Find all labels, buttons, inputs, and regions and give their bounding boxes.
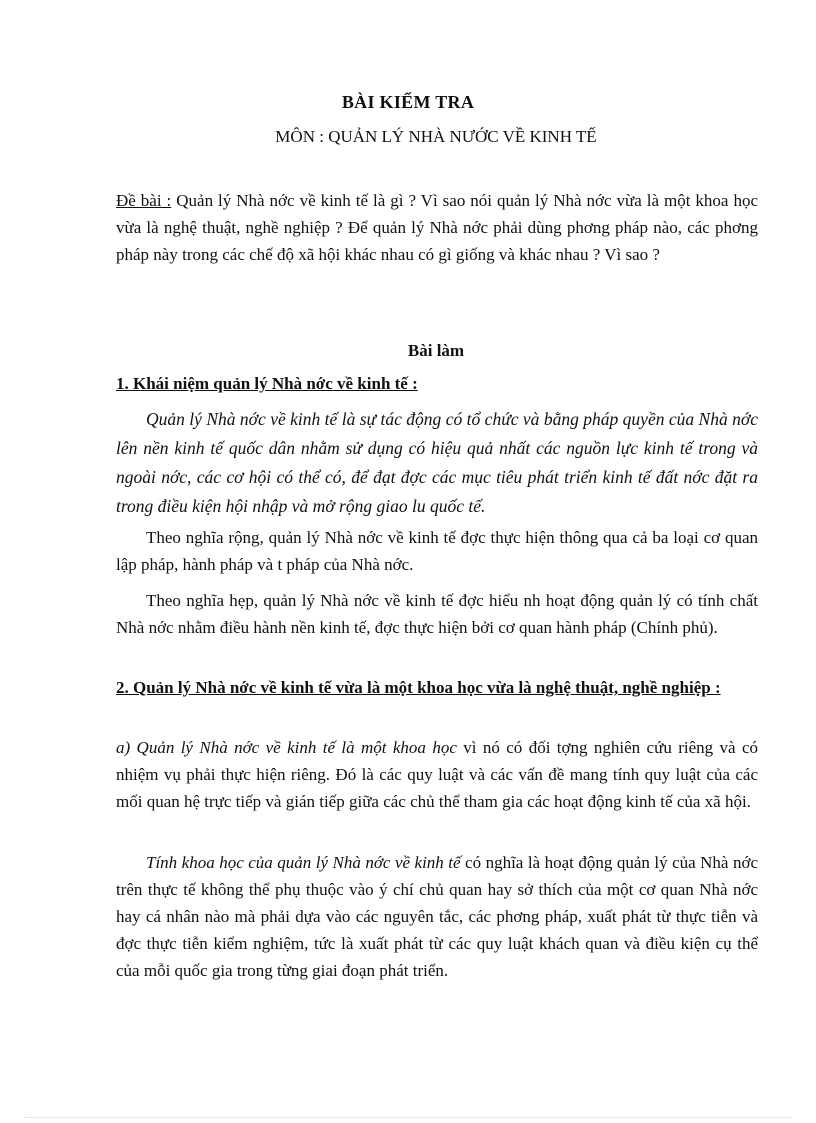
section2-paragraph-b-lead: Tính khoa học của quản lý Nhà nớc về kinh tế [146, 853, 461, 872]
document-title: BÀI KIỂM TRA [341, 92, 475, 112]
section1-heading: 1. Khái niệm quản lý Nhà nớc về kinh tế : [116, 374, 418, 393]
section2-paragraph-a [116, 734, 758, 815]
section2-paragraph-a-text: vì nó có đối tợng nghiên cứu riêng và có nhiệm vụ phải thực hiện riêng. Đó là các quy luật và các vấn đề mang tính quy luật của các mối quan hệ trực tiếp và gián tiếp giữa các chủ thể tham gia các hoạt động kinh tế của xã hội. [116, 738, 758, 811]
answer-heading: Bài làm [407, 341, 465, 360]
prompt-label: Đề bài : [116, 191, 172, 210]
section1-definition: Quản lý Nhà nớc về kinh tế là sự tác động có tổ chức và bằng pháp quyền của Nhà nớc lên nền kinh tế quốc dân nhằm sử dụng có hiệu quả nhất các nguồn lực kinh tế trong và ngoài nớc, các cơ hội có thể có, để đạt đợc các mục tiêu phát triển kinh tế đất nớc đặt ra trong điều kiện hội nhập và mở rộng giao lu quốc tế. [116, 409, 758, 516]
document-subtitle: MÔN : QUẢN LÝ NHÀ NƯỚC VỀ KINH TẾ [275, 127, 597, 146]
section2-heading: 2. Quản lý Nhà nớc về kinh tế vừa là một khoa học vừa là nghệ thuật, nghề nghiệp : [116, 678, 721, 697]
section1-broad-meaning: Theo nghĩa rộng, quản lý Nhà nớc về kinh tế đợc thực hiện thông qua cả ba loại cơ quan lập pháp, hành pháp và t pháp của Nhà nớc. [116, 528, 758, 574]
page-bottom-divider [24, 1117, 792, 1118]
prompt-paragraph [116, 187, 758, 268]
prompt-text: Quản lý Nhà nớc về kinh tế là gì ? Vì sao nói quản lý Nhà nớc vừa là một khoa học vừa là nghệ thuật, nghề nghiệp ? Để quản lý Nhà nớc phải dùng phơng pháp nào, các phơng pháp này trong các chế độ xã hội khác nhau có gì giống và khác nhau ? Vì sao ? [116, 191, 758, 264]
section2-paragraph-b [116, 849, 758, 984]
section2-paragraph-b-text: có nghĩa là hoạt động quản lý của Nhà nớc trên thực tế không thể phụ thuộc vào ý chí chủ quan hay sở thích của một cơ quan Nhà nớc hay cá nhân nào mà phải dựa vào các nguyên tắc, các phơng pháp, xuất phát từ thực tiễn và đợc thực tiễn kiểm nghiệm, tức là xuất phát từ các quy luật khách quan và điều kiện cụ thể của mỗi quốc gia trong từng giai đoạn phát triển. [116, 853, 758, 980]
section2-paragraph-a-lead: a) Quản lý Nhà nớc về kinh tế là một khoa học [116, 738, 457, 757]
section1-narrow-meaning: Theo nghĩa hẹp, quản lý Nhà nớc về kinh tế đợc hiểu nh hoạt động quản lý có tính chất Nhà nớc nhằm điều hành nền kinh tế, đợc thực hiện bởi cơ quan hành pháp (Chính phủ). [116, 591, 758, 637]
